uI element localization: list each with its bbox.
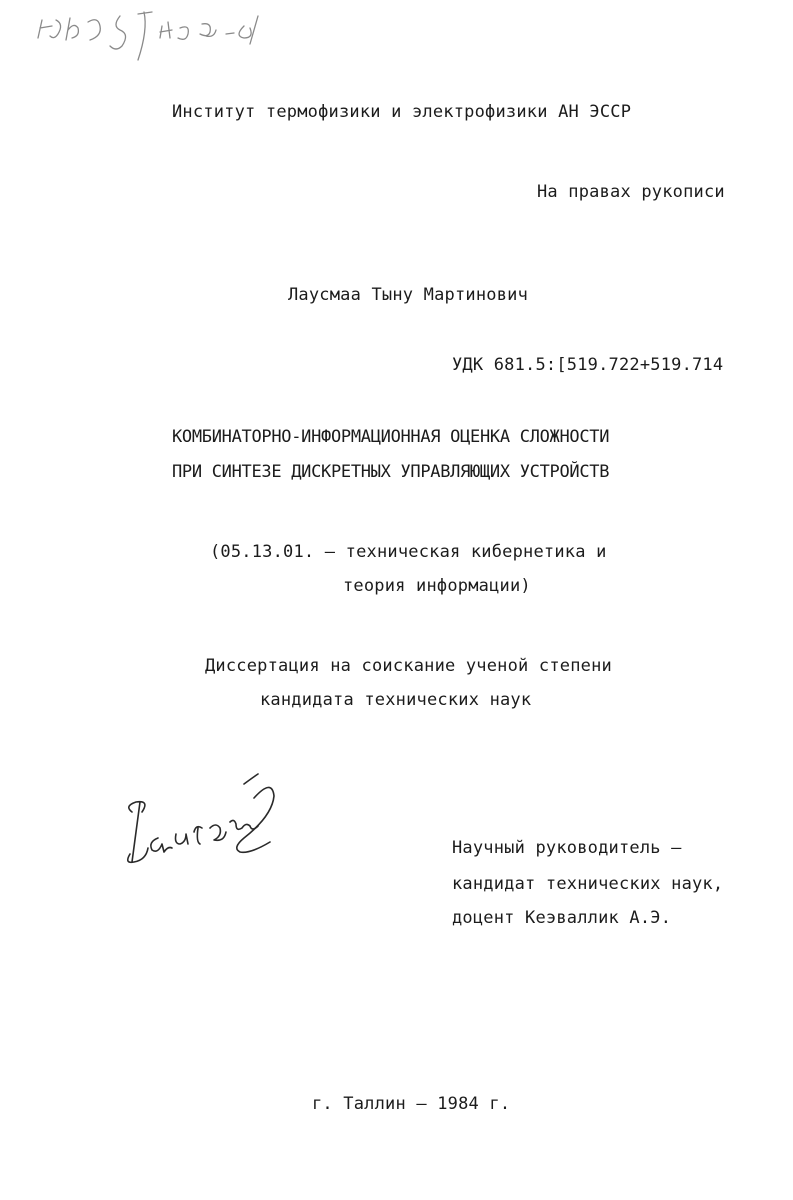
degree-line-1: Диссертация на соискание ученой степени <box>205 656 612 676</box>
institute-name: Институт термофизики и электрофизики АН ЭССР <box>172 102 632 122</box>
specialty-line-2: теория информации) <box>343 576 531 596</box>
udc-code: УДК 681.5:[519.722+519.714 <box>452 355 724 375</box>
title-line-2: ПРИ СИНТЕЗЕ ДИСКРЕТНЫХ УПРАВЛЯЮЩИХ УСТРОЙСТВ <box>172 462 610 482</box>
archive-mark <box>30 8 290 68</box>
author-name: Лаусмаа Тыну Мартинович <box>288 285 529 305</box>
advisor-line-3: доцент Кеэваллик А.Э. <box>452 908 672 928</box>
place-year: г. Таллин – 1984 г. <box>312 1094 511 1114</box>
specialty-line-1: (05.13.01. – техническая кибернетика и <box>210 542 607 562</box>
advisor-line-2: кандидат технических наук, <box>452 874 724 894</box>
signature <box>118 768 293 878</box>
title-line-1: КОМБИНАТОРНО-ИНФОРМАЦИОННАЯ ОЦЕНКА СЛОЖНОСТИ <box>172 427 610 447</box>
degree-line-2: кандидата технических наук <box>260 690 532 710</box>
rights-note: На правах рукописи <box>537 182 725 202</box>
advisor-line-1: Научный руководитель – <box>452 838 682 858</box>
